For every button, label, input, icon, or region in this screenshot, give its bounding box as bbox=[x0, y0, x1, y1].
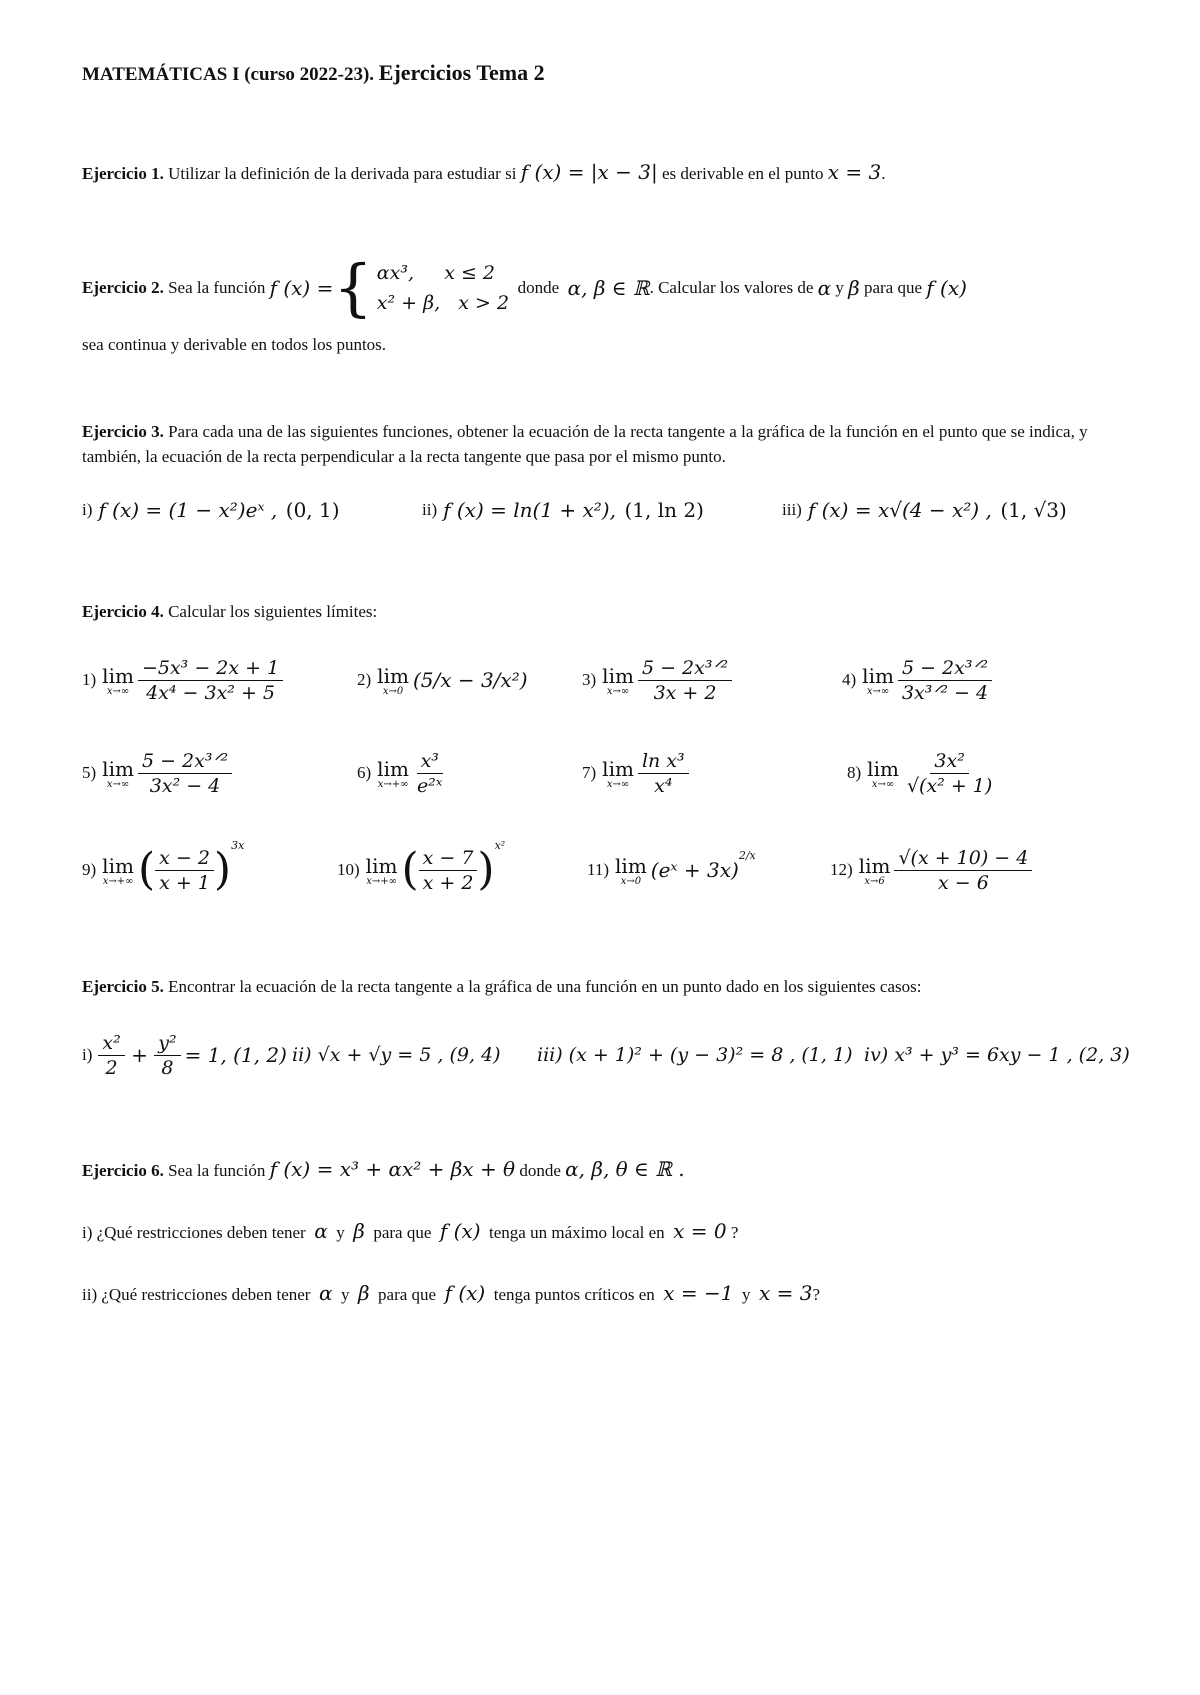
exercise-2-beta: β bbox=[848, 276, 860, 300]
exercise-5-label: Ejercicio 5. bbox=[82, 977, 164, 996]
denominator: e²ˣ bbox=[416, 774, 443, 797]
numerator: ln x³ bbox=[638, 750, 689, 774]
denominator: 3x + 2 bbox=[653, 681, 717, 704]
lim-sub: x→0 bbox=[620, 875, 642, 887]
q2-end: ? bbox=[812, 1285, 821, 1304]
limit-expression: (eˣ + 3x) bbox=[650, 858, 739, 882]
q2-point-1: x = −1 bbox=[663, 1281, 734, 1305]
title-course: MATEMÁTICAS I (curso 2022-23). bbox=[82, 64, 375, 85]
exercise-4-text: Calcular los siguientes límites: bbox=[168, 602, 378, 621]
exercise-6-question-1 bbox=[82, 1217, 1132, 1245]
piecewise-case-2: x² + β, x > 2 bbox=[376, 292, 510, 314]
lim-sub: x→+∞ bbox=[366, 875, 397, 887]
q2-y2: y bbox=[741, 1285, 751, 1304]
numerator: x³ bbox=[417, 750, 443, 774]
limit-12 bbox=[830, 835, 1032, 905]
exercise-2-f2: f (x) bbox=[926, 276, 967, 300]
exercise-6-text2: donde bbox=[519, 1161, 561, 1180]
limits-row-1 bbox=[82, 645, 1132, 715]
item-label: iii) bbox=[782, 500, 802, 519]
exercise-2 bbox=[82, 248, 1132, 328]
limit-label: 12) bbox=[830, 860, 853, 879]
exercise-2-f: f (x) = bbox=[269, 276, 334, 300]
lim-sub: x→∞ bbox=[606, 685, 630, 697]
exercise-4-label: Ejercicio 4. bbox=[82, 602, 164, 621]
limit-5 bbox=[82, 738, 232, 808]
q2-alpha: α bbox=[318, 1281, 333, 1305]
limit-9 bbox=[82, 835, 244, 905]
item-function: f (x) = ln(1 + x²), bbox=[443, 498, 616, 522]
numerator: 5 − 2x³ᐟ² bbox=[638, 657, 732, 681]
limit-8 bbox=[847, 738, 996, 808]
limit-label: 8) bbox=[847, 763, 862, 782]
item-label: i) bbox=[82, 1045, 93, 1064]
item-point: (1, √3) bbox=[1000, 498, 1067, 522]
limit-label: 6) bbox=[357, 763, 372, 782]
numerator: 5 − 2x³ᐟ² bbox=[898, 657, 992, 681]
q1-text: i) ¿Qué restricciones deben tener bbox=[82, 1223, 306, 1242]
lim-word: lim bbox=[602, 663, 634, 688]
item-function: f (x) = x√(4 − x²) , bbox=[807, 498, 992, 522]
exercise-5-item-iii bbox=[537, 1020, 852, 1090]
page-title bbox=[82, 58, 1132, 89]
exercise-3-item-iii bbox=[782, 480, 1067, 540]
denominator: 3x³ᐟ² − 4 bbox=[901, 681, 989, 704]
denominator: x + 2 bbox=[422, 871, 474, 894]
lim-sub: x→+∞ bbox=[102, 875, 134, 887]
exercise-6-f: f (x) = x³ + αx² + βx + θ bbox=[269, 1157, 516, 1181]
numerator: y² bbox=[154, 1032, 180, 1056]
exercise-2-y: y bbox=[835, 278, 844, 298]
left-paren: ( bbox=[401, 844, 419, 895]
lim-word: lim bbox=[602, 756, 634, 781]
exercise-2-text4: para que bbox=[863, 278, 923, 298]
lim-sub: x→∞ bbox=[606, 778, 630, 790]
left-paren: ( bbox=[137, 844, 156, 895]
exponent: x² bbox=[494, 839, 506, 852]
q2-text2: para que bbox=[378, 1285, 437, 1304]
denominator: 2 bbox=[105, 1056, 118, 1079]
q1-point: x = 0 bbox=[673, 1219, 727, 1243]
lim-word: lim bbox=[377, 663, 409, 688]
q1-text2: para que bbox=[373, 1223, 432, 1242]
lim-word: lim bbox=[615, 853, 647, 878]
exponent: 2/x bbox=[738, 849, 756, 862]
item-function: f (x) = (1 − x²)eˣ , bbox=[98, 498, 278, 522]
exercise-1-text2: es derivable en el punto bbox=[662, 164, 824, 183]
exercise-5-text: Encontrar la ecuación de la recta tangente a la gráfica de una función en un punto dado en los siguientes casos: bbox=[168, 977, 922, 996]
lim-sub: x→0 bbox=[382, 685, 404, 697]
exercise-2-text2: donde bbox=[517, 278, 560, 298]
limit-label: 10) bbox=[337, 860, 360, 879]
exercise-3-label: Ejercicio 3. bbox=[82, 422, 164, 441]
limits-row-3 bbox=[82, 835, 1132, 905]
brace-icon: { bbox=[333, 251, 373, 324]
limit-4 bbox=[842, 645, 992, 715]
item-label: i) bbox=[82, 500, 93, 519]
title-topic: Ejercicios Tema 2 bbox=[378, 60, 545, 85]
right-paren: ) bbox=[477, 844, 495, 895]
lim-word: lim bbox=[102, 663, 134, 688]
item-formula: ii) √x + √y = 5 , (9, 4) bbox=[292, 1044, 501, 1066]
limit-label: 9) bbox=[82, 860, 97, 879]
numerator: −5x³ − 2x + 1 bbox=[138, 657, 283, 681]
numerator: 3x² bbox=[930, 750, 968, 774]
limits-row-2 bbox=[82, 738, 1132, 808]
lim-word: lim bbox=[102, 853, 134, 878]
limit-label: 7) bbox=[582, 763, 597, 782]
q1-beta: β bbox=[353, 1219, 365, 1243]
limit-6 bbox=[357, 738, 447, 808]
denominator: 8 bbox=[161, 1056, 174, 1079]
lim-sub: x→∞ bbox=[106, 685, 130, 697]
numerator: x − 7 bbox=[419, 847, 478, 871]
limit-label: 5) bbox=[82, 763, 97, 782]
numerator: x − 2 bbox=[155, 847, 214, 871]
q1-alpha: α bbox=[314, 1219, 328, 1243]
item-point: (0, 1) bbox=[285, 498, 340, 522]
q2-text: ii) ¿Qué restricciones deben tener bbox=[82, 1285, 311, 1304]
exercise-4 bbox=[82, 600, 1132, 624]
exercise-6 bbox=[82, 1155, 1132, 1183]
q1-text3: tenga un máximo local en bbox=[489, 1223, 665, 1242]
exercise-1-point: x = 3 bbox=[827, 160, 882, 184]
item-label: ii) bbox=[422, 500, 438, 519]
exponent: 3x bbox=[231, 839, 245, 852]
q2-point-2: x = 3 bbox=[758, 1281, 813, 1305]
denominator: √(x² + 1) bbox=[906, 774, 993, 797]
lim-word: lim bbox=[858, 853, 891, 878]
lim-sub: x→∞ bbox=[871, 778, 895, 790]
item-formula: iv) x³ + y³ = 6xy − 1 , (2, 3) bbox=[864, 1044, 1130, 1066]
limit-7 bbox=[582, 738, 689, 808]
q2-beta: β bbox=[357, 1281, 370, 1305]
lim-word: lim bbox=[377, 756, 409, 781]
exercise-3 bbox=[82, 420, 1132, 469]
exercise-6-text: Sea la función bbox=[168, 1161, 266, 1180]
exercise-5-item-iv bbox=[864, 1020, 1130, 1090]
limit-11 bbox=[587, 835, 756, 905]
exercise-6-question-2 bbox=[82, 1279, 1132, 1307]
limit-label: 3) bbox=[582, 670, 597, 689]
exercise-1-text: Utilizar la definición de la derivada para estudiar si bbox=[168, 164, 517, 183]
limit-1 bbox=[82, 645, 283, 715]
limit-3 bbox=[582, 645, 732, 715]
q2-text3: tenga puntos críticos en bbox=[493, 1285, 655, 1304]
exercise-1-formula: f (x) = |x − 3| bbox=[520, 160, 658, 184]
denominator: 3x² − 4 bbox=[149, 774, 221, 797]
exercise-5 bbox=[82, 975, 1132, 999]
limit-10 bbox=[337, 835, 505, 905]
exercise-1 bbox=[82, 158, 1132, 186]
q1-f: f (x) bbox=[439, 1219, 481, 1243]
denominator: 4x⁴ − 3x² + 5 bbox=[146, 681, 276, 704]
exercise-5-items bbox=[82, 1020, 1132, 1090]
denominator: x⁴ bbox=[654, 774, 673, 797]
item-point: (1, ln 2) bbox=[624, 498, 704, 522]
exercise-1-end: . bbox=[881, 164, 886, 183]
lim-sub: x→∞ bbox=[106, 778, 130, 790]
numerator: x² bbox=[98, 1032, 124, 1056]
limit-2 bbox=[357, 645, 528, 715]
limit-label: 11) bbox=[587, 860, 610, 879]
exercise-5-item-ii bbox=[292, 1020, 501, 1090]
limit-label: 4) bbox=[842, 670, 857, 689]
exercise-3-item-ii bbox=[422, 480, 704, 540]
item-formula: iii) (x + 1)² + (y − 3)² = 8 , (1, 1) bbox=[537, 1044, 853, 1066]
q2-y: y bbox=[340, 1285, 350, 1304]
exercise-3-item-i bbox=[82, 480, 340, 540]
lim-word: lim bbox=[867, 756, 899, 781]
lim-word: lim bbox=[365, 853, 398, 878]
denominator: x − 6 bbox=[937, 871, 989, 894]
right-paren: ) bbox=[213, 844, 232, 895]
numerator: 5 − 2x³ᐟ² bbox=[138, 750, 232, 774]
exercise-1-label: Ejercicio 1. bbox=[82, 164, 164, 183]
exercise-6-params: α, β, θ ∈ ℝ . bbox=[565, 1157, 685, 1181]
limit-label: 1) bbox=[82, 670, 97, 689]
exercise-2-label: Ejercicio 2. bbox=[82, 278, 164, 298]
exercise-6-label: Ejercicio 6. bbox=[82, 1161, 164, 1180]
lim-word: lim bbox=[102, 756, 134, 781]
lim-word: lim bbox=[862, 663, 894, 688]
lim-sub: x→∞ bbox=[866, 685, 890, 697]
lim-sub: x→6 bbox=[864, 875, 885, 887]
numerator: √(x + 10) − 4 bbox=[894, 847, 1032, 871]
exercise-2-params: α, β ∈ ℝ bbox=[567, 276, 650, 300]
exercise-3-items bbox=[82, 480, 1132, 540]
limit-label: 2) bbox=[357, 670, 372, 689]
limit-expression: (5/x − 3/x²) bbox=[412, 668, 528, 692]
q2-f: f (x) bbox=[444, 1281, 486, 1305]
q1-end: ? bbox=[730, 1223, 739, 1242]
exercise-2-text3: . Calcular los valores de bbox=[649, 278, 814, 298]
exercise-3-text: Para cada una de las siguientes funciones, obtener la ecuación de la recta tangente a la gráfica de la función en el punto que se indica, y también, la ecuación de la recta perpendicular a la recta tangente que pasa por el mismo punto. bbox=[82, 422, 1088, 466]
q1-y: y bbox=[336, 1223, 345, 1242]
piecewise-case-1: αx³, x ≤ 2 bbox=[376, 261, 495, 284]
exercise-2-text: Sea la función bbox=[168, 278, 266, 298]
exercise-2-alpha: α bbox=[817, 276, 832, 300]
piecewise bbox=[333, 251, 510, 324]
exercise-5-item-i: i) $\frac{\text{x²}}{2}$ + $\frac{\text{y²}}{8}$ = 1, (1, 2) bbox=[82, 1031, 287, 1079]
exercise-2-line2: sea continua y derivable en todos los puntos. bbox=[82, 335, 387, 354]
denominator: x + 1 bbox=[159, 871, 210, 894]
lim-sub: x→+∞ bbox=[377, 778, 409, 790]
item-rest: = 1, (1, 2) bbox=[184, 1043, 287, 1067]
